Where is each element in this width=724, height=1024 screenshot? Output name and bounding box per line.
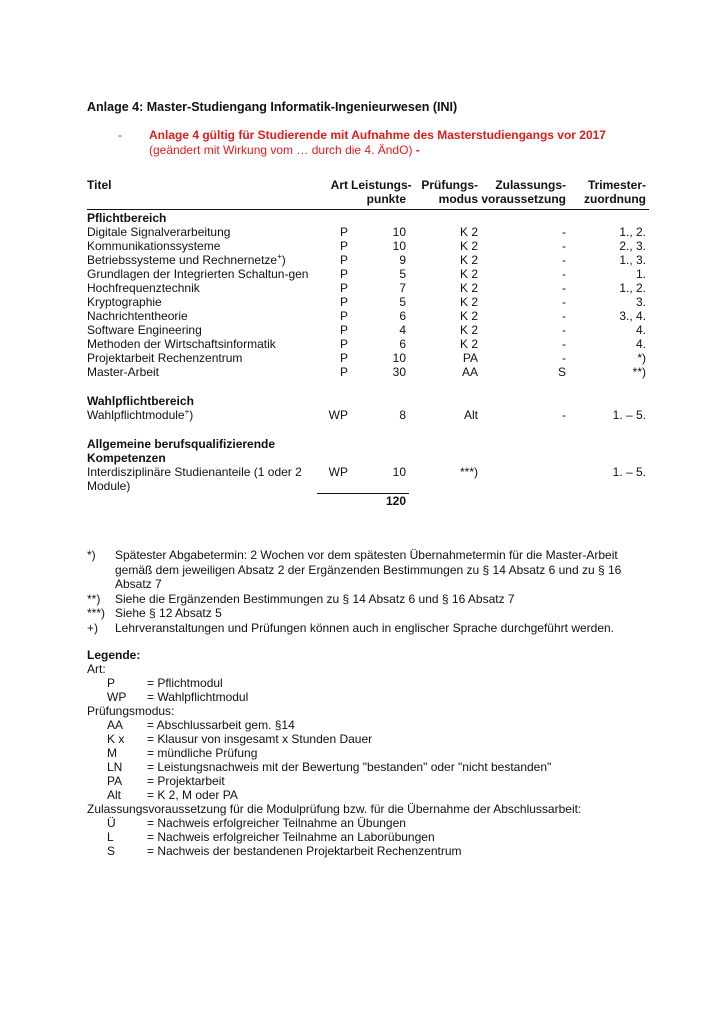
- table-header-row: [87, 178, 649, 210]
- legend-item: [87, 690, 647, 704]
- row-pm: K 2: [459, 337, 478, 351]
- legend-zv-label: Zulassungsvoraussetzung für die Modulprüfung bzw. für die Übernahme der Abschlussarbeit:: [87, 802, 582, 816]
- table-row: [87, 465, 649, 493]
- legend-definition: = Pflichtmodul: [147, 676, 223, 690]
- legend-definition: = Leistungsnachweis mit der Bewertung "bestanden" oder "nicht bestanden": [147, 760, 552, 774]
- row-tz: **): [632, 365, 646, 379]
- row-lp: 8: [399, 408, 406, 422]
- legend-code: WP: [107, 690, 127, 704]
- header-tz-line2: zuordnung: [584, 192, 646, 206]
- table-row: [87, 253, 649, 267]
- footnote-mark: *): [87, 548, 96, 562]
- row-lp: 5: [399, 267, 406, 281]
- legend-definition: = Nachweis der bestandenen Projektarbeit Rechenzentrum: [147, 844, 462, 858]
- legend-art-list: [87, 676, 647, 704]
- section-wahlpflicht: [87, 393, 649, 408]
- row-art: P: [339, 253, 348, 267]
- row-titel-text: Wahlpflichtmodule: [87, 408, 185, 422]
- header-pruefungsmodus: [409, 178, 481, 210]
- row-tz: 1., 3.: [619, 253, 646, 267]
- row-titel: [87, 351, 317, 365]
- legend-pm-list: [87, 718, 647, 802]
- header-zv-line2: voraussetzung: [481, 192, 566, 206]
- legend-code: Alt: [107, 788, 122, 802]
- notice-line-2: [149, 143, 420, 158]
- legend-art-label: Art:: [87, 662, 106, 676]
- table-row: [87, 323, 649, 337]
- header-pm-line1: Prüfungs-: [421, 178, 478, 192]
- row-titel-text: Projektarbeit Rechenzentrum: [87, 351, 243, 365]
- row-pm: K 2: [459, 309, 478, 323]
- row-titel-text: Methoden der Wirtschaftsinformatik: [87, 337, 276, 351]
- row-titel: [87, 365, 317, 379]
- notice-line-2-text: (geändert mit Wirkung vom … durch die 4. ÄndO): [149, 143, 413, 157]
- legend-code: M: [107, 746, 117, 760]
- row-titel-text: Betriebssysteme und Rechnernetze: [87, 253, 278, 267]
- section-allgemein-label: Allgemeine berufsqualifizierende Kompetenzen: [87, 437, 276, 465]
- legend-item: [87, 774, 647, 788]
- row-lp: 9: [399, 253, 406, 267]
- row-lp: 10: [392, 225, 406, 239]
- header-zv-line1: Zulassungs-: [495, 178, 566, 192]
- legend-heading: Legende:: [87, 648, 141, 662]
- row-titel-text: Digitale Signalverarbeitung: [87, 225, 231, 239]
- row-art: P: [339, 239, 348, 253]
- notice-line-1: Anlage 4 gültig für Studierende mit Aufnahme des Masterstudiengangs vor 2017: [149, 128, 606, 142]
- table-row: [87, 239, 649, 253]
- row-titel: [87, 239, 317, 253]
- row-pm: ***): [459, 465, 478, 479]
- legend-item: [87, 676, 647, 690]
- row-titel: [87, 295, 317, 309]
- row-lp: 4: [399, 323, 406, 337]
- row-zv: -: [562, 225, 566, 239]
- row-tz: 2., 3.: [619, 239, 646, 253]
- row-titel: Interdisziplinäre Studienanteile (1 oder 2 Module): [87, 465, 302, 493]
- footnotes: [87, 548, 647, 635]
- legend-item: [87, 760, 647, 774]
- legend-definition: = Wahlpflichtmodul: [147, 690, 249, 704]
- row-lp: 6: [399, 309, 406, 323]
- header-tz-line1: Trimester-: [587, 178, 646, 192]
- row-art: WP: [328, 408, 348, 422]
- footnote-mark: +): [87, 620, 99, 635]
- row-tz: 4.: [635, 337, 646, 351]
- legend-code: LN: [107, 760, 123, 774]
- row-lp: 10: [392, 465, 406, 479]
- header-trimester: [569, 178, 649, 210]
- row-art: WP: [328, 465, 348, 479]
- table-row: [87, 295, 649, 309]
- legend-definition: = Nachweis erfolgreicher Teilnahme an Übungen: [147, 816, 406, 830]
- row-titel: [87, 408, 317, 422]
- row-titel-tail: ): [189, 408, 194, 422]
- header-titel-text: Titel: [87, 178, 112, 192]
- footnote: [87, 548, 647, 592]
- row-tz: 4.: [635, 323, 646, 337]
- row-pm: K 2: [459, 267, 478, 281]
- legend-code: Ü: [107, 816, 116, 830]
- row-tz: 3., 4.: [619, 309, 646, 323]
- footnote-text: Spätester Abgabetermin: 2 Wochen vor dem spätesten Übernahmetermin für die Master-Arbeit gemäß dem jeweiligen Absatz 2 der Ergänzenden Bestimmungen zu § 14 Absatz 6 und zu § 16 Absatz 7: [115, 548, 622, 591]
- section-allgemein: [87, 436, 649, 465]
- legend-definition: = Klausur von insgesamt x Stunden Dauer: [147, 732, 373, 746]
- header-art: [317, 178, 351, 210]
- row-tz: 3.: [635, 295, 646, 309]
- legend-definition: = K 2, M oder PA: [147, 788, 238, 802]
- row-pm: K 2: [459, 225, 478, 239]
- row-pm: AA: [461, 365, 478, 379]
- footnote-mark: **): [87, 591, 101, 606]
- table-row: [87, 351, 649, 365]
- table-row: [87, 281, 649, 295]
- legend-zv-list: [87, 816, 647, 858]
- page-title: Anlage 4: Master-Studiengang Informatik-Ingenieurwesen (INI): [87, 100, 458, 114]
- header-leistungspunkte: [351, 178, 412, 210]
- row-tz: 1., 2.: [619, 281, 646, 295]
- legend-definition: = Projektarbeit: [147, 774, 225, 788]
- row-titel-text: Master-Arbeit: [87, 365, 160, 379]
- legend-pm-label: Prüfungsmodus:: [87, 704, 175, 718]
- table-row: [87, 408, 649, 422]
- row-titel: [87, 309, 317, 323]
- header-pm-line2: modus: [438, 192, 478, 206]
- header-titel: [87, 178, 317, 210]
- legend-code: P: [107, 676, 116, 690]
- row-lp: 30: [392, 365, 406, 379]
- footnote: [87, 606, 647, 621]
- table-row: [87, 365, 649, 379]
- row-tz: 1., 2.: [619, 225, 646, 239]
- legend-code: K x: [107, 732, 125, 746]
- row-tz: 1. – 5.: [612, 465, 646, 479]
- row-zv: -: [562, 309, 566, 323]
- row-titel-text: Software Engineering: [87, 323, 202, 337]
- legend-item: [87, 788, 647, 802]
- row-lp: 10: [392, 239, 406, 253]
- row-pm: K 2: [459, 281, 478, 295]
- footnote: [87, 621, 647, 636]
- row-tz: 1.: [635, 267, 646, 281]
- row-titel: [87, 281, 317, 295]
- row-zv: S: [557, 365, 566, 379]
- row-zv: -: [562, 239, 566, 253]
- row-zv: -: [562, 267, 566, 281]
- row-pm: PA: [462, 351, 478, 365]
- row-pm: K 2: [459, 323, 478, 337]
- total-line-left: [317, 493, 351, 508]
- header-zulassung: [481, 178, 569, 210]
- row-lp: 5: [399, 295, 406, 309]
- row-zv: -: [562, 351, 566, 365]
- row-pm: K 2: [459, 239, 478, 253]
- table-row: [87, 337, 649, 351]
- module-table: [87, 178, 649, 508]
- row-zv: [481, 465, 569, 493]
- row-pm: Alt: [463, 408, 478, 422]
- row-titel: [87, 323, 317, 337]
- header-art-text: Art: [330, 178, 348, 192]
- legend-item: [87, 718, 647, 732]
- row-art: P: [339, 225, 348, 239]
- section-wahlpflicht-label: Wahlpflichtbereich: [87, 394, 194, 408]
- footnote: [87, 592, 647, 607]
- legend-item: [87, 844, 647, 858]
- legend: [87, 648, 647, 858]
- row-titel-sup: +: [277, 252, 282, 261]
- footnote-text: Siehe § 12 Absatz 5: [115, 606, 222, 620]
- row-zv: -: [562, 337, 566, 351]
- legend-item: [87, 746, 647, 760]
- legend-code: S: [107, 844, 116, 858]
- row-zv: -: [562, 281, 566, 295]
- legend-definition: = Abschlussarbeit gem. §14: [147, 718, 295, 732]
- header-lp-line2: punkte: [366, 192, 406, 206]
- row-lp: 10: [392, 351, 406, 365]
- row-art: P: [339, 267, 348, 281]
- table-row: [87, 267, 649, 281]
- legend-definition: = mündliche Prüfung: [147, 746, 258, 760]
- row-titel: [87, 337, 317, 351]
- row-art: P: [339, 309, 348, 323]
- legend-code: PA: [107, 774, 123, 788]
- total-points: 120: [351, 493, 409, 508]
- section-pflicht: [87, 210, 649, 226]
- row-zv: -: [562, 323, 566, 337]
- row-art: P: [339, 365, 348, 379]
- legend-item: [87, 830, 647, 844]
- total-row: [87, 493, 649, 508]
- row-titel-tail: ): [281, 253, 286, 267]
- notice-dash: -: [118, 128, 122, 142]
- row-zv: -: [562, 253, 566, 267]
- row-art: P: [339, 337, 348, 351]
- header-lp-line1: Leistungs-: [351, 178, 412, 192]
- legend-definition: = Nachweis erfolgreicher Teilnahme an Laborübungen: [147, 830, 435, 844]
- row-titel: [87, 267, 317, 281]
- row-titel: [87, 225, 317, 239]
- row-art: P: [339, 281, 348, 295]
- legend-code: L: [107, 830, 114, 844]
- legend-item: [87, 732, 647, 746]
- footnote-text: Lehrveranstaltungen und Prüfungen können auch in englischer Sprache durchgeführt werden.: [115, 620, 615, 635]
- row-lp: 6: [399, 337, 406, 351]
- row-titel: [87, 253, 317, 267]
- row-tz: 1. – 5.: [612, 408, 646, 422]
- row-art: P: [339, 295, 348, 309]
- row-lp: 7: [399, 281, 406, 295]
- row-titel-text: Kommunikationssysteme: [87, 239, 221, 253]
- row-art: P: [339, 323, 348, 337]
- row-titel-text: Grundlagen der Integrierten Schaltun-gen: [87, 267, 309, 281]
- row-art: P: [339, 351, 348, 365]
- row-zv: -: [562, 408, 566, 422]
- row-titel-text: Nachrichtentheorie: [87, 309, 188, 323]
- legend-item: [87, 816, 647, 830]
- section-pflicht-label: Pflichtbereich: [87, 211, 167, 225]
- row-zv: -: [562, 295, 566, 309]
- row-pm: K 2: [459, 295, 478, 309]
- row-tz: *): [637, 351, 646, 365]
- table-row: [87, 309, 649, 323]
- footnote-text: Siehe die Ergänzenden Bestimmungen zu § 14 Absatz 6 und § 16 Absatz 7: [115, 591, 515, 606]
- row-pm: K 2: [459, 253, 478, 267]
- row-titel-text: Kryptographie: [87, 295, 162, 309]
- row-titel-text: Hochfrequenztechnik: [87, 281, 200, 295]
- row-titel-sup: +: [184, 407, 190, 416]
- footnote-mark: ***): [87, 606, 106, 620]
- legend-code: AA: [107, 718, 124, 732]
- notice-trailing-dash: -: [412, 143, 420, 157]
- table-row: [87, 225, 649, 239]
